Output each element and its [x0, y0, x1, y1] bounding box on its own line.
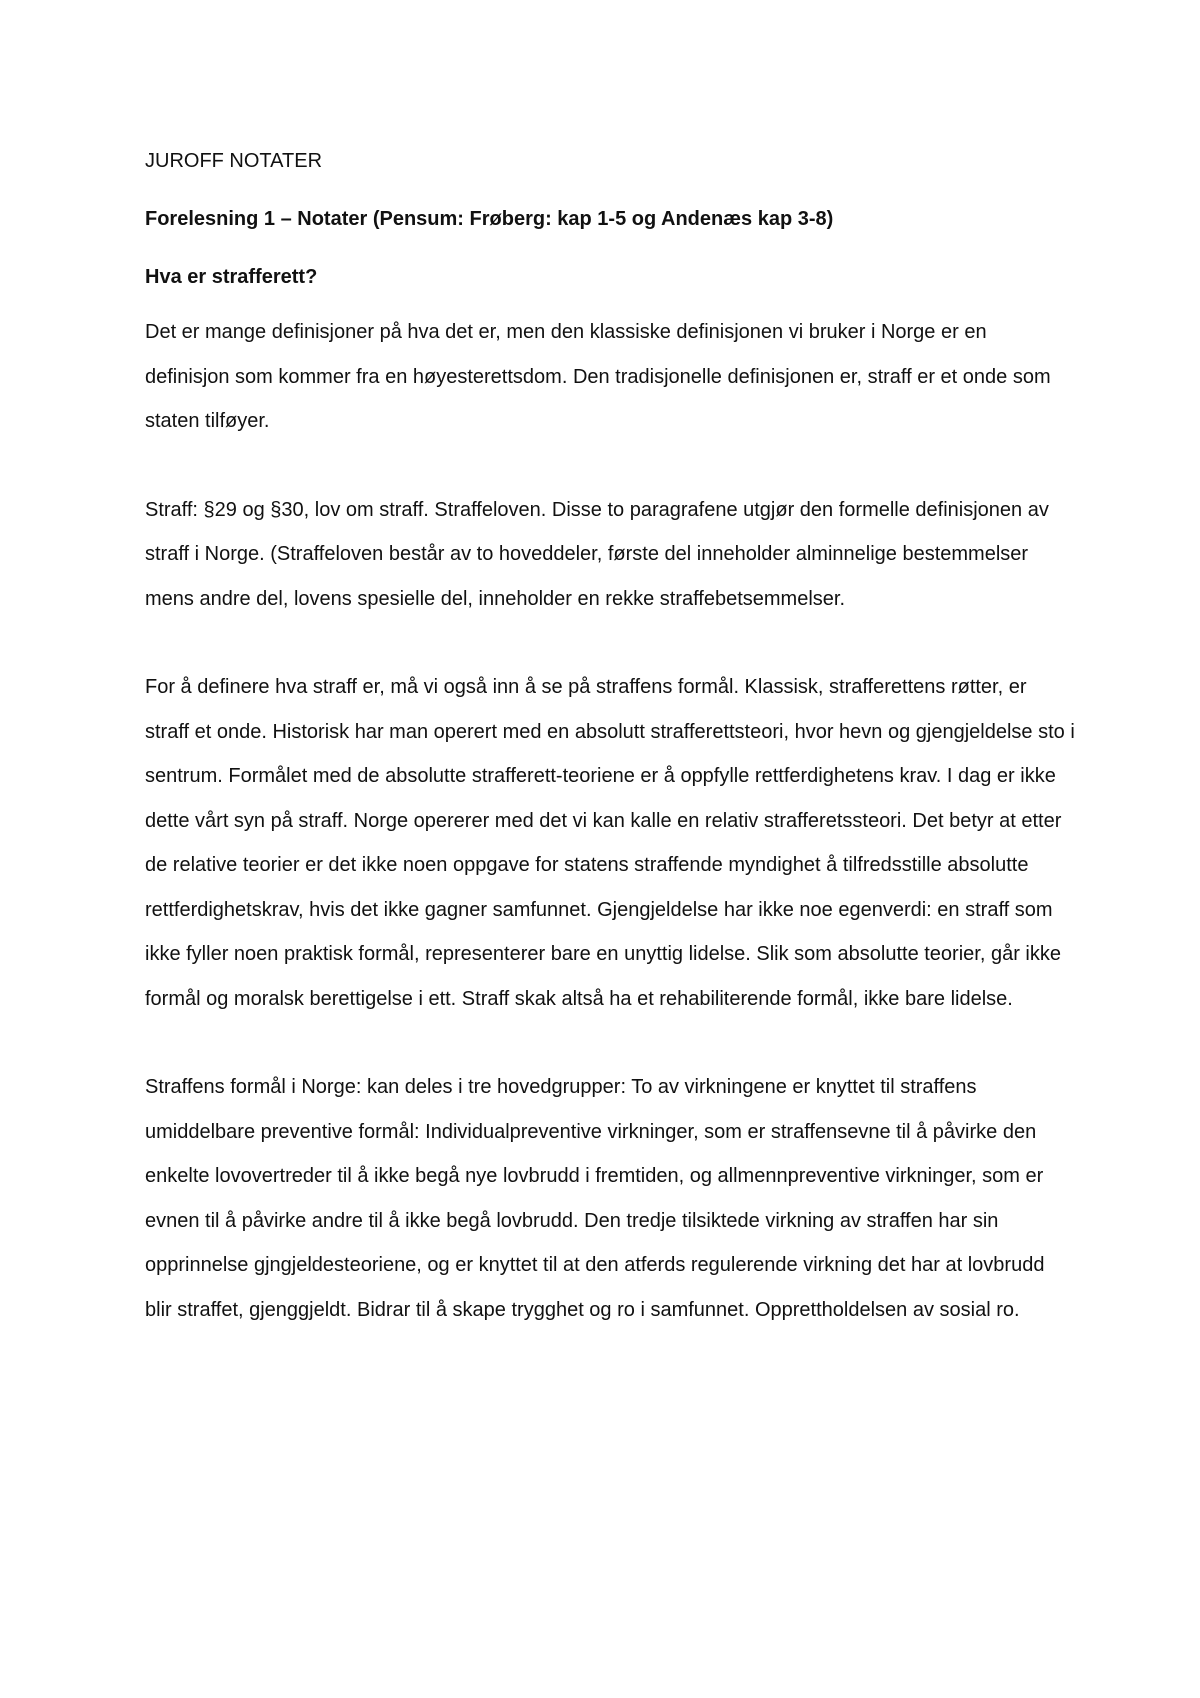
document-body [145, 146, 1075, 1332]
lecture-heading: Forelesning 1 – Notater (Pensum: Frøberg: kap 1-5 og Andenæs kap 3-8) [145, 208, 834, 230]
paragraph-formal-norge: Straffens formål i Norge: kan deles i tre hovedgrupper: To av virkningene er knyttet til straffens umiddelbare preventive formål: Individualpreventive virkninger, som er straffensevne til å påvirke den enkelte lovovertreder til å ikke begå nye lovbrudd i fremtiden, og allmennpreventive virkninger, som er evnen til å påvirke andre til å ikke begå lovbrudd. Den tredje tilsiktede virkning av straffen har sin opprinnelse gjngjeldesteoriene, og er knyttet til at den atferds regulerende virkning det har at lovbrudd blir straffet, gjenggjeldt. Bidrar til å skape trygghet og ro i samfunnet. Opprettholdelsen av sosial ro. [145, 1076, 1045, 1321]
paragraph-formal: For å definere hva straff er, må vi også inn å se på straffens formål. Klassisk, strafferettens røtter, er straff et onde. Historisk har man operert med en absolutt strafferettsteori, hvor hevn og gjengjeldelse sto i sentrum. Formålet med de absolutte strafferett-teoriene er å oppfylle rettferdighetens krav. I dag er ikke dette vårt syn på straff. Norge opererer med det vi kan kalle en relativ strafferetssteori. Det betyr at etter de relative teorier er det ikke noen oppgave for statens straffende myndighet å tilfredsstille absolutte rettferdighetskrav, hvis det ikke gagner samfunnet. Gjengjeldelse har ikke noe egenverdi: en straff som ikke fyller noen praktisk formål, representerer bare en unyttig lidelse. Slik som absolutte teorier, går ikke formål og moralsk berettigelse i ett. Straff skak altså ha et rehabiliterende formål, ikke bare lidelse. [145, 676, 1075, 1010]
paragraph-definition: Det er mange definisjoner på hva det er, men den klassiske definisjonen vi bruker i Norge er en definisjon som kommer fra en høyesterettsdom. Den tradisjonelle definisjonen er, straff er et onde som staten tilføyer. [145, 321, 1051, 432]
section-heading: Hva er strafferett? [145, 266, 318, 288]
paragraph-straffeloven: Straff: §29 og §30, lov om straff. Straffeloven. Disse to paragrafene utgjør den formelle definisjonen av straff i Norge. (Straffeloven består av to hoveddeler, første del inneholder alminnelige bestemmelser mens andre del, lovens spesielle del, inneholder en rekke straffebetsemmelser. [145, 498, 1049, 610]
document-title: JUROFF NOTATER [145, 150, 323, 172]
